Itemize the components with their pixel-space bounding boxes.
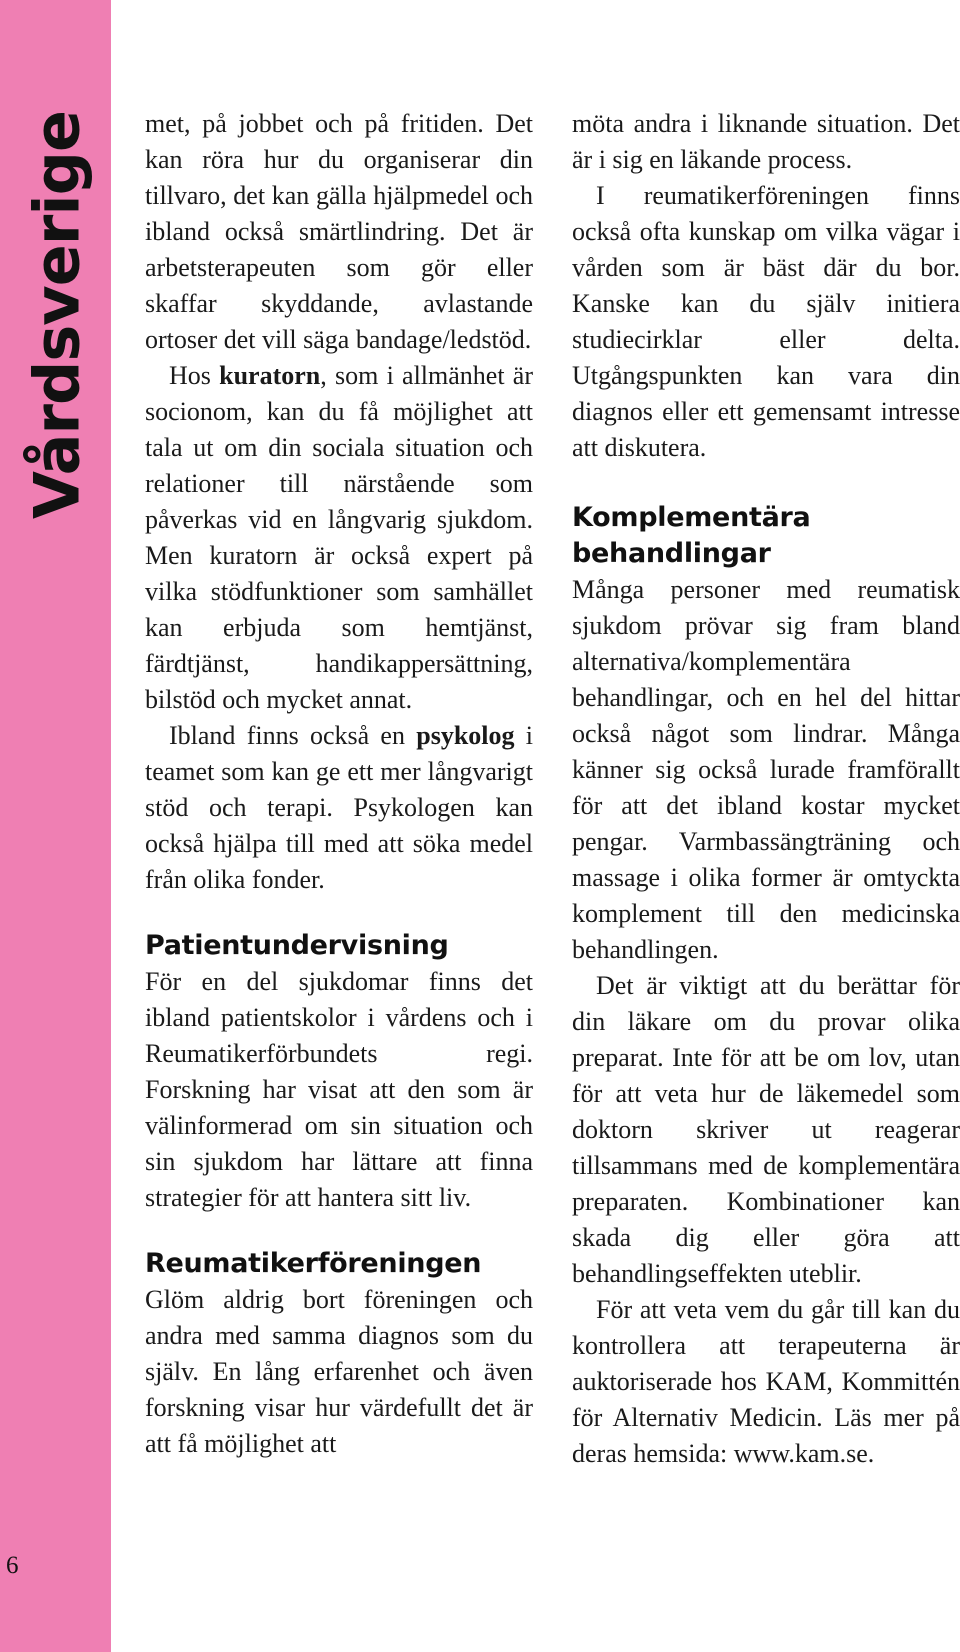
paragraph: I reumatikerföreningen finns också ofta kunskap om vilka vägar i vården som är bäst där du bor. Kanske kan du själv initiera studiecirklar eller delta. Utgångspunkten kan vara din diagnos eller ett gemensamt intresse att diskutera. xyxy=(572,181,960,462)
heading-komplementara-behandlingar: Komplementära behandlingar xyxy=(572,502,811,569)
heading-patientundervisning: Patientundervisning xyxy=(145,930,449,961)
page-number: 6 xyxy=(6,1552,19,1579)
text: Ibland finns också en xyxy=(169,721,417,750)
heading-reumatikerforeningen: Reumatikerföreningen xyxy=(145,1248,482,1279)
paragraph: För en del sjukdomar finns det ibland patientskolor i vårdens och i Reumatikerförbundets regi. Forskning har visat att den som är välinformerad om sin situation och sin sjukdom har lättare att finna strategier för att hantera sitt liv. xyxy=(145,967,533,1212)
sidebar-band xyxy=(0,0,111,1652)
paragraph: Det är viktigt att du berättar för din läkare om du provar olika preparat. Inte för att be om lov, utan för att veta hur de läkemedel som doktorn skriver ut reagerar tillsammans med de komplementära preparaten. Kombinationer kan skada dig eller göra att behandlingseffekten uteblir. xyxy=(572,971,960,1288)
right-column xyxy=(572,106,960,1472)
text: i teamet som kan ge ett mer långvarigt stöd och terapi. Psykologen kan också hjälpa till med att söka medel från olika fonder. xyxy=(145,721,533,894)
text: Hos xyxy=(169,361,220,390)
paragraph-kurator xyxy=(145,358,533,718)
paragraph: möta andra i liknande situation. Det är i sig en läkande process. xyxy=(572,109,960,174)
bold-term: psykolog xyxy=(416,721,515,750)
paragraph-psykolog xyxy=(145,718,533,898)
bold-term: kuratorn xyxy=(219,361,321,390)
paragraph: För att veta vem du går till kan du kontrollera att terapeuterna är auktoriserade hos KAM, Kommittén för Alternativ Medicin. Läs mer på deras hemsida: www.kam.se. xyxy=(572,1295,960,1468)
paragraph: Många personer med reumatisk sjukdom prövar sig fram bland alternativa/komplementära behandlingar, och en hel del hittar också något som lindrar. Många känner sig också lurade framförallt för att det ibland kostar mycket pengar. Varmbassängträning och massage i olika former är omtyckta komplement till den medicinska behandlingen. xyxy=(572,575,960,964)
section-title: Vårdsverige xyxy=(20,110,94,520)
left-column xyxy=(145,106,533,1462)
paragraph: met, på jobbet och på fritiden. Det kan röra hur du organiserar din tillvaro, det kan gälla hjälpmedel och ibland också smärtlindring. Det är arbetsterapeuten som gör eller skaffar skyddande, avlastande ortoser det vill säga bandage/ledstöd. xyxy=(145,109,533,354)
paragraph: Glöm aldrig bort föreningen och andra med samma diagnos som du själv. En lång erfarenhet och även forskning visar hur värdefullt det är att få möjlighet att xyxy=(145,1285,533,1458)
text: , som i allmänhet är socionom, kan du få möjlighet att tala ut om din sociala situation och relationer till närstående som påverkas vid en långvarig sjukdom. Men kuratorn är också expert på vilka stödfunktioner som samhället kan erbjuda som hemtjänst, färdtjänst, handikappersättning, bilstöd och mycket annat. xyxy=(145,361,533,714)
